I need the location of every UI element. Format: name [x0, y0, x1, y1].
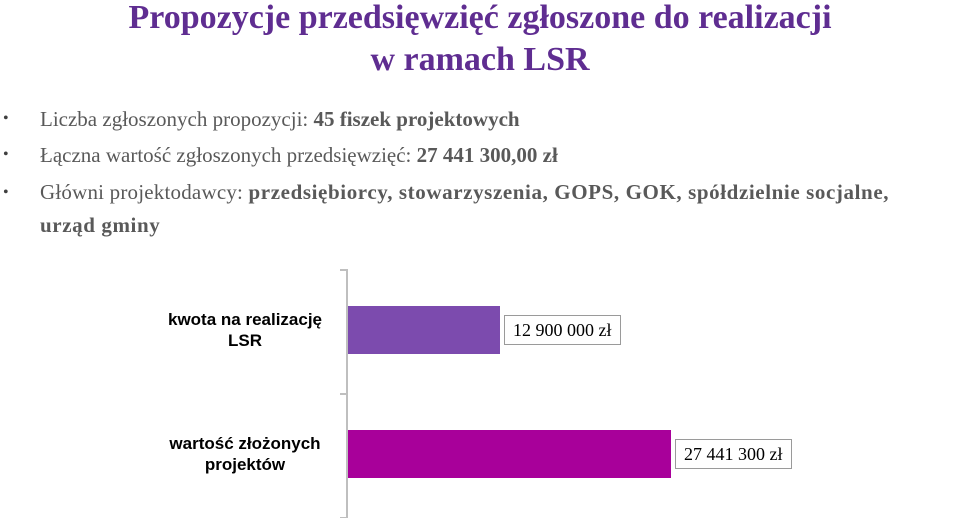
bullet-dot-icon: • — [3, 110, 9, 127]
bullet-dot-icon: • — [3, 146, 9, 163]
bullet-dot-icon: • — [3, 184, 9, 201]
bullet-total-value — [0, 140, 960, 170]
chart-category-label: wartość złożonych projektów — [169, 434, 321, 474]
bullet-value: 45 fiszek projektowych — [313, 107, 520, 131]
chart-value-label: 12 900 000 zł — [504, 315, 621, 345]
chart-axis-tick — [340, 269, 348, 271]
chart-category-label: kwota na realizację LSR — [167, 310, 323, 350]
bullet-label: Główni projektodawcy: — [40, 180, 249, 204]
chart-bar — [348, 306, 500, 354]
chart-axis-tick — [340, 393, 348, 395]
bullet-value: przedsiębiorcy, stowarzyszenia, GOPS, GOK, spółdzielnie socjalne, urząd gminy — [40, 180, 890, 237]
bullet-main-applicants — [0, 176, 940, 242]
bullet-label: Liczba zgłoszonych propozycji: — [40, 107, 314, 131]
bar-chart — [0, 268, 960, 518]
bullet-proposal-count — [0, 104, 960, 134]
chart-bar — [348, 430, 671, 478]
slide-title-line-2: w ramach LSR — [370, 41, 590, 78]
bullet-list — [0, 104, 960, 242]
chart-value-label: 27 441 300 zł — [675, 439, 792, 469]
bullet-value: 27 441 300,00 zł — [416, 143, 558, 167]
slide-title-line-1: Propozycje przedsięwzięć zgłoszone do realizacji — [128, 0, 832, 36]
bullet-label: Łączna wartość zgłoszonych przedsięwzięć: — [40, 143, 417, 167]
